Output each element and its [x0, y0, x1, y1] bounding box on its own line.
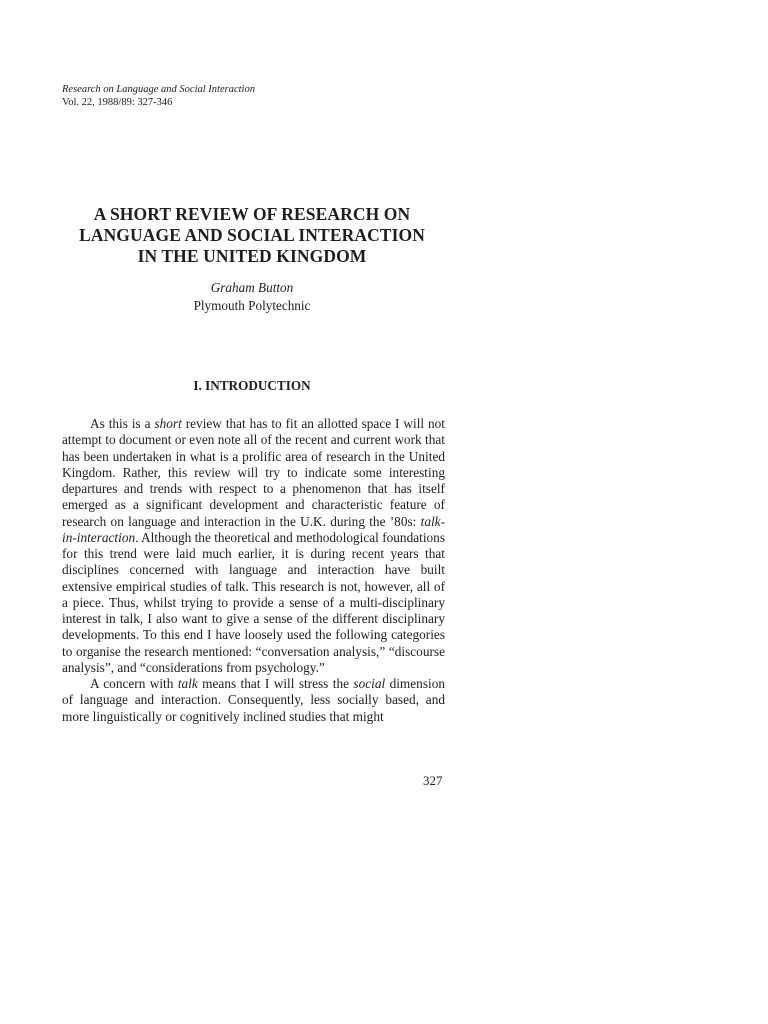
paragraph-2-text-c: dimension of language and interaction. Consequently, less socially based, and more linguistically or cognitively inclined studies that might: [62, 676, 445, 724]
journal-name: Research on Language and Social Interaction: [62, 84, 255, 95]
paragraph-1-emphasis-short: short: [154, 416, 182, 431]
paragraph-1-text-c: . Although the theoretical and methodological foundations for this trend were laid much earlier, it is during recent years that disciplines concerned with language and interaction have built extensive empirical studies of talk. This research is not, however, all of a piece. Thus, whilst trying to provide a sense of a multi-disciplinary interest in talk, I also want to give a sense of the different disciplinary developments. To this end I have loosely used the following categories to organise the research mentioned: “conversation analysis,” “discourse analysis”, and “considerations from psychology.”: [62, 529, 445, 675]
author-block: [0, 279, 504, 315]
paragraph-2-text-a: A concern with: [90, 676, 178, 691]
body-text: [62, 416, 445, 725]
paragraph-2-emphasis-social: social: [353, 676, 386, 691]
paragraph-1-text-b: review that has to fit an allotted space I will not attempt to document or even note all of the recent and current work that has been undertaken in what is a prolific area of research in the United Kingdom. Rather, this review will try to indicate some interesting departures and trends with respect to a phenomenon that has itself emerged as a significant development and characteristic feature of research on language and interaction in the U.K. during the ’80s:: [62, 416, 445, 529]
author-affiliation: Plymouth Polytechnic: [193, 298, 311, 313]
journal-volume: Vol. 22, 1988/89: 327-346: [62, 97, 173, 108]
journal-citation: [62, 83, 255, 109]
title-line-2: LANGUAGE AND SOCIAL INTERACTION: [79, 225, 425, 245]
title-line-3: IN THE UNITED KINGDOM: [137, 246, 367, 266]
paragraph-2: [62, 676, 445, 725]
page-number: 327: [423, 773, 443, 788]
title-line-1: A SHORT REVIEW OF RESEARCH ON: [93, 204, 411, 224]
paragraph-2-text-b: means that I will stress the: [197, 676, 354, 691]
author-name: Graham Button: [210, 280, 294, 295]
paragraph-1: [62, 416, 445, 676]
paragraph-2-emphasis-talk: talk: [177, 676, 198, 691]
paper-title: [0, 204, 504, 267]
paragraph-1-emphasis-talk-in-interaction: talk-in-interaction: [62, 513, 445, 545]
section-heading: I. INTRODUCTION: [193, 378, 311, 393]
paragraph-1-text-a: As this is a: [90, 416, 155, 431]
